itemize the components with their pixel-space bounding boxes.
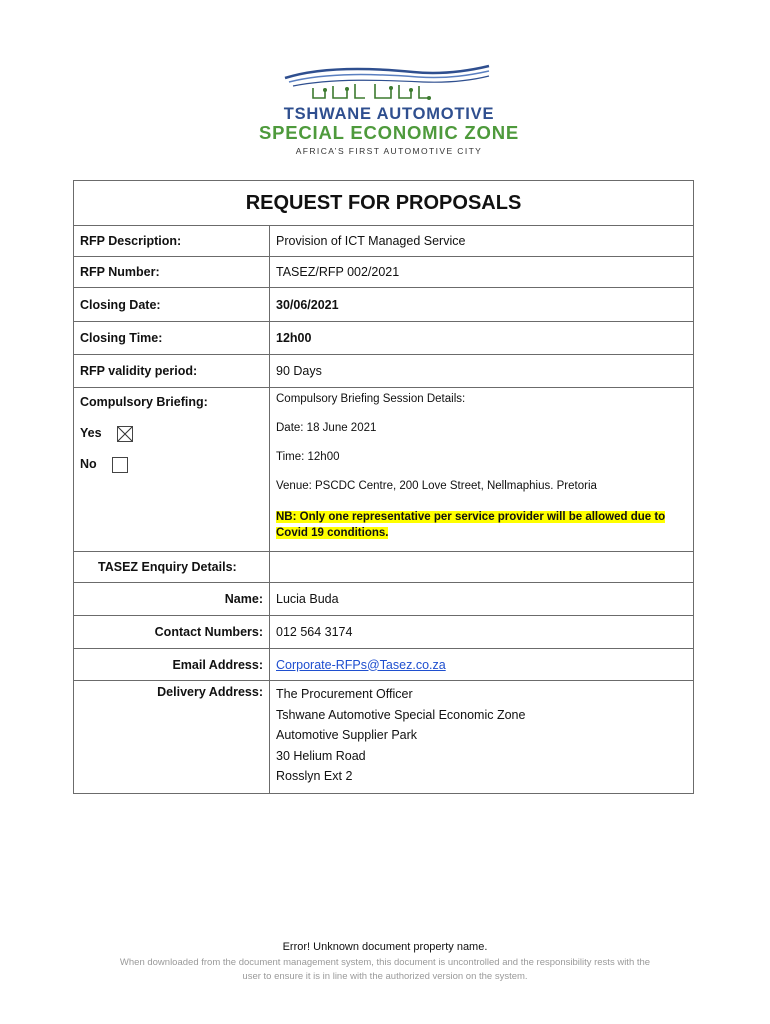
logo-tagline: AFRICA’S FIRST AUTOMOTIVE CITY bbox=[295, 146, 483, 156]
briefing-date: Date: 18 June 2021 bbox=[276, 422, 377, 434]
logo-line2: SPECIAL ECONOMIC ZONE bbox=[258, 122, 520, 143]
contact-numbers-label: Contact Numbers: bbox=[74, 616, 270, 649]
briefing-note bbox=[276, 509, 687, 541]
closing-date-label: Closing Date: bbox=[74, 288, 270, 322]
delivery-address-line: Automotive Supplier Park bbox=[276, 728, 418, 742]
delivery-address-line: 30 Helium Road bbox=[276, 748, 366, 763]
tasez-logo bbox=[228, 62, 550, 162]
rfp-number-label: RFP Number: bbox=[74, 257, 270, 288]
contact-name-value: Lucia Buda bbox=[270, 583, 694, 616]
yes-checkbox[interactable] bbox=[117, 426, 133, 442]
no-checkbox[interactable] bbox=[112, 457, 128, 473]
briefing-details-heading: Compulsory Briefing Session Details: bbox=[276, 393, 466, 405]
rfp-description-value: Provision of ICT Managed Service bbox=[270, 226, 694, 257]
contact-name-label: Name: bbox=[74, 583, 270, 616]
no-label: No bbox=[80, 457, 97, 471]
delivery-address-line: Rosslyn Ext 2 bbox=[276, 769, 353, 783]
enquiry-details-empty bbox=[270, 552, 694, 583]
enquiry-details-heading: TASEZ Enquiry Details: bbox=[74, 552, 270, 583]
rfp-description-label: RFP Description: bbox=[74, 226, 270, 257]
checked-x-icon bbox=[118, 427, 132, 441]
footer-disclaimer bbox=[80, 956, 690, 984]
delivery-address-label: Delivery Address: bbox=[74, 681, 270, 794]
briefing-venue: Venue: PSCDC Centre, 200 Love Street, Nellmaphius. Pretoria bbox=[276, 480, 597, 492]
footer-error-text: Error! Unknown document property name. bbox=[282, 941, 488, 953]
closing-time-label: Closing Time: bbox=[74, 322, 270, 355]
yes-option bbox=[80, 422, 263, 453]
email-address-link[interactable]: Corporate-RFPs@Tasez.co.za bbox=[276, 657, 446, 672]
delivery-address-line: The Procurement Officer bbox=[276, 687, 413, 701]
footer-disclaimer-line1: When downloaded from the document management system, this document is uncontrolled and the responsibility rests with the bbox=[119, 957, 651, 968]
email-address-label: Email Address: bbox=[74, 649, 270, 681]
logo-line1: TSHWANE AUTOMOTIVE bbox=[283, 105, 495, 123]
footer-disclaimer-line2: user to ensure it is in line with the authorized version on the system. bbox=[242, 971, 528, 982]
document-title: REQUEST FOR PROPOSALS bbox=[74, 181, 694, 226]
closing-date-value: 30/06/2021 bbox=[270, 288, 694, 322]
delivery-address-cell bbox=[270, 681, 694, 794]
rfp-details-table bbox=[73, 180, 694, 794]
no-option bbox=[80, 453, 263, 484]
closing-time-value: 12h00 bbox=[270, 322, 694, 355]
briefing-time: Time: 12h00 bbox=[276, 451, 340, 463]
validity-period-value: 90 Days bbox=[270, 355, 694, 388]
yes-label: Yes bbox=[80, 426, 102, 440]
compulsory-briefing-cell bbox=[74, 388, 270, 552]
contact-numbers-value: 012 564 3174 bbox=[270, 616, 694, 649]
compulsory-briefing-label: Compulsory Briefing: bbox=[80, 395, 208, 409]
delivery-address-line: Tshwane Automotive Special Economic Zone bbox=[276, 707, 526, 722]
briefing-note-line1: NB: Only one representative per service provider will be allowed due to bbox=[276, 511, 666, 523]
rfp-number-value: TASEZ/RFP 002/2021 bbox=[270, 257, 694, 288]
email-address-cell bbox=[270, 649, 694, 681]
logo-graphic-icon bbox=[283, 62, 493, 104]
briefing-details-cell bbox=[270, 388, 694, 552]
validity-period-label: RFP validity period: bbox=[74, 355, 270, 388]
briefing-note-line2: Covid 19 conditions. bbox=[276, 527, 389, 539]
